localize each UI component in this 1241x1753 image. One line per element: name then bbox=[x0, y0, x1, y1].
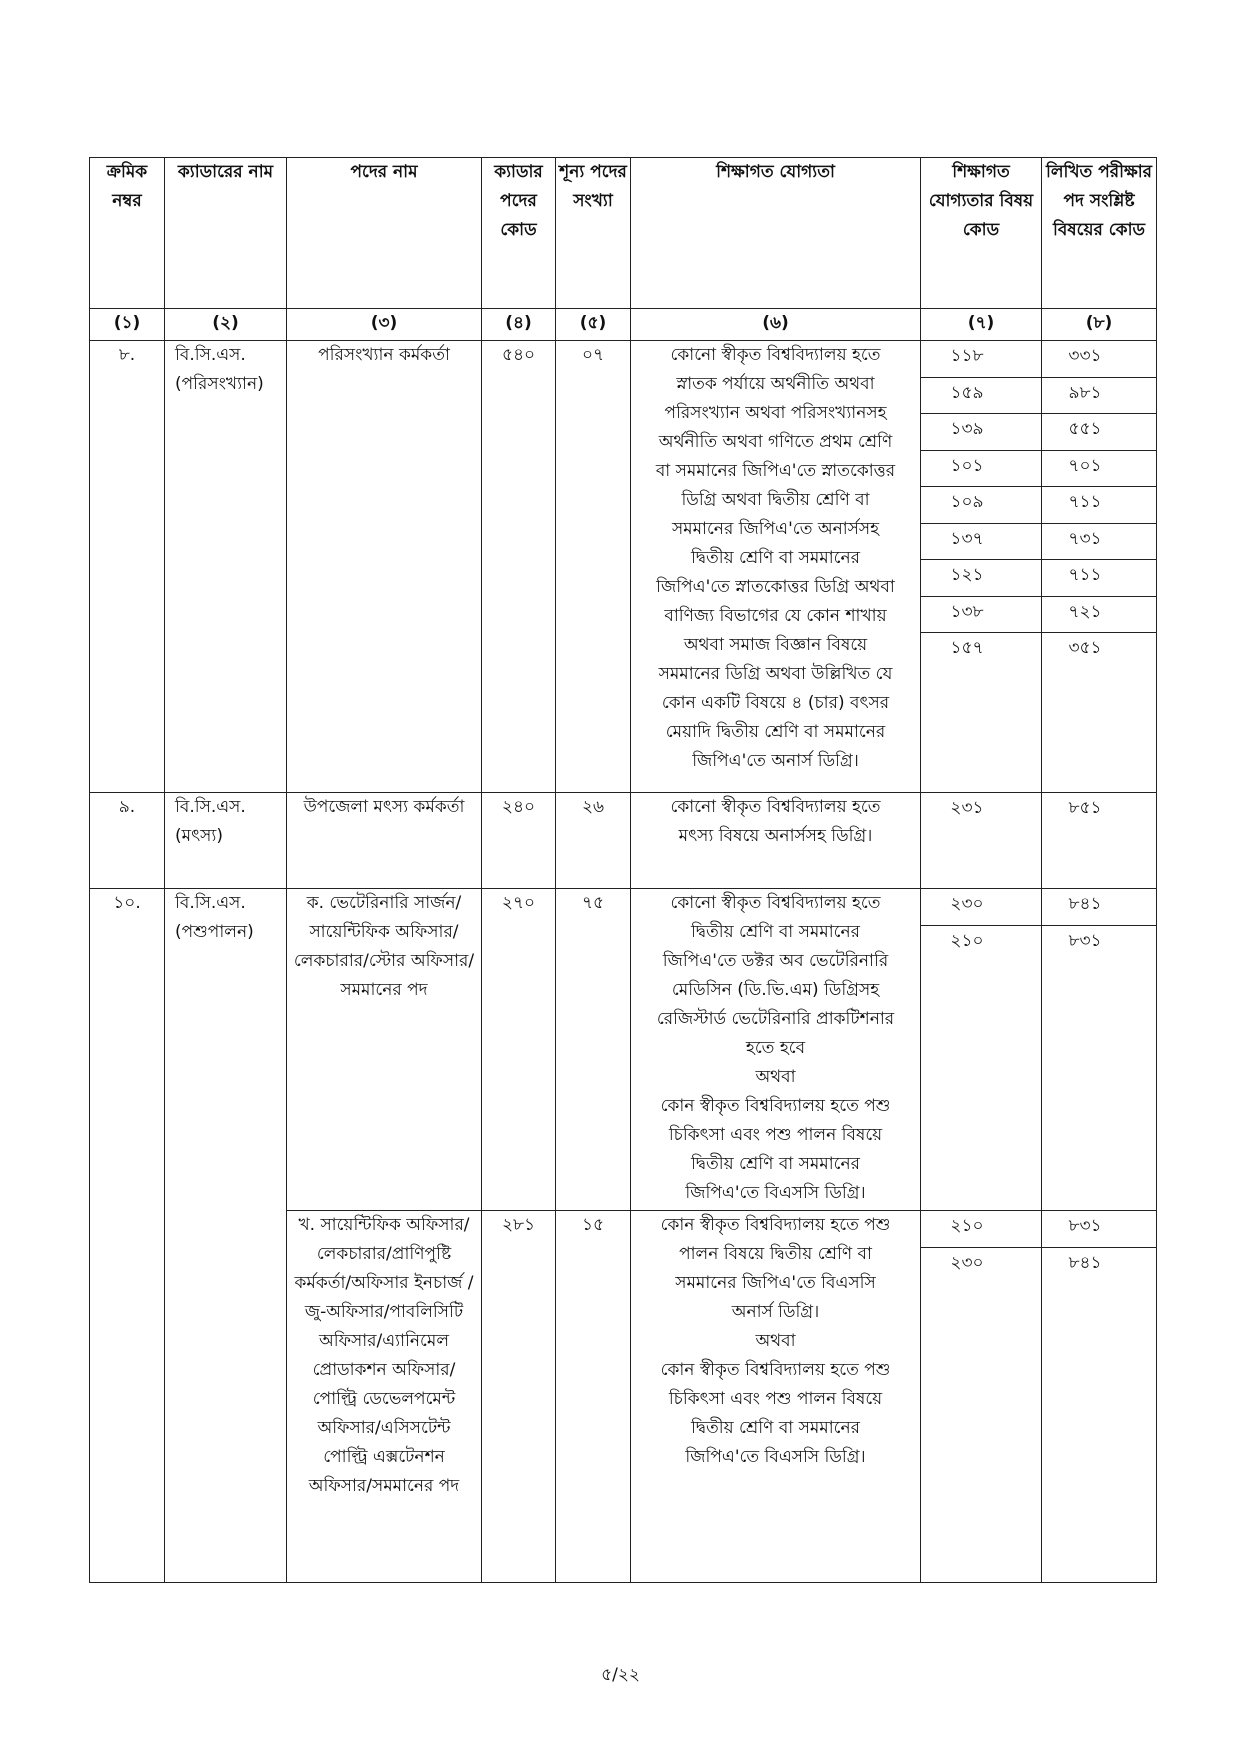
qualification-line: দ্বিতীয় শ্রেণি বা সমমানের bbox=[691, 548, 860, 568]
post-code-cell: ৫৪০ bbox=[482, 341, 556, 793]
column-number: (১) bbox=[90, 309, 165, 341]
column-number: (৫) bbox=[556, 309, 631, 341]
subject-code: ১২১ bbox=[950, 565, 984, 585]
subject-code-row bbox=[921, 414, 1041, 451]
post-name-cell: ক. ভেটেরিনারি সার্জন/সায়েন্টিফিক অফিসার/ লেকচারার/স্টোর অফিসার/সমমানের পদ bbox=[287, 889, 482, 1211]
qualification-line: মৎস্য বিষয়ে অনার্সসহ ডিগ্রি। bbox=[678, 826, 873, 846]
vacancies-cell: ২৬ bbox=[556, 793, 631, 889]
qualification-line: মেডিসিন (ডি.ভি.এম) ডিগ্রিসহ bbox=[671, 980, 880, 1000]
header-row bbox=[90, 158, 1157, 309]
qualification-line: কোনো স্বীকৃত বিশ্ববিদ্যালয় হতে bbox=[670, 893, 881, 913]
subject-code: ১৩৭ bbox=[950, 528, 984, 549]
qualification-line: অথবা bbox=[755, 1067, 796, 1087]
qualification-line: কোনো স্বীকৃত বিশ্ববিদ্যালয় হতে bbox=[670, 797, 881, 817]
subject-code: ২৩০ bbox=[950, 1252, 984, 1273]
exam-code-cell bbox=[1042, 1211, 1157, 1583]
subject-code: ১৫৯ bbox=[950, 382, 984, 403]
exam-code: ৮৩১ bbox=[1068, 1216, 1102, 1236]
table-row bbox=[90, 889, 1157, 1211]
post-name-cell: উপজেলা মৎস্য কর্মকর্তা bbox=[287, 793, 482, 889]
serial-cell: ৯. bbox=[90, 793, 165, 889]
vacancies-cell: ১৫ bbox=[556, 1211, 631, 1583]
exam-code-row bbox=[1042, 524, 1156, 561]
qualification-line: জিপিএ'তে বিএসসি ডিগ্রি। bbox=[685, 1447, 866, 1467]
qualification-line: জিপিএ'তে ডক্টর অব ভেটেরিনারি bbox=[662, 951, 889, 971]
subject-code-row bbox=[921, 793, 1041, 830]
table-body bbox=[90, 341, 1157, 1583]
qualification-line: চিকিৎসা এবং পশু পালন বিষয়ে bbox=[668, 1125, 883, 1145]
exam-code-cell bbox=[1042, 341, 1157, 793]
vacancies-cell: ৭৫ bbox=[556, 889, 631, 1211]
subject-code-cell bbox=[921, 889, 1042, 1211]
serial-cell: ৮. bbox=[90, 341, 165, 793]
qualification-line: দ্বিতীয় শ্রেণি বা সমমানের bbox=[691, 1418, 860, 1438]
exam-code-row bbox=[1042, 793, 1156, 830]
qualification-cell bbox=[631, 341, 921, 793]
subject-code-cell bbox=[921, 341, 1042, 793]
header-vacancies: শূন্য পদের সংখ্যা bbox=[556, 158, 631, 309]
qualification-line: কোন স্বীকৃত বিশ্ববিদ্যালয় হতে পশু bbox=[660, 1215, 891, 1235]
qualification-line: কোনো স্বীকৃত বিশ্ববিদ্যালয় হতে bbox=[670, 345, 881, 365]
exam-code-row bbox=[1042, 1248, 1156, 1285]
exam-code: ৩৫১ bbox=[1068, 638, 1102, 658]
qualification-line: চিকিৎসা এবং পশু পালন বিষয়ে bbox=[668, 1389, 883, 1409]
column-number: (৩) bbox=[287, 309, 482, 341]
exam-code: ৭০১ bbox=[1068, 455, 1102, 476]
vacancies-cell: ০৭ bbox=[556, 341, 631, 793]
qualification-cell bbox=[631, 889, 921, 1211]
exam-code: ৮৩১ bbox=[1068, 930, 1102, 951]
subject-code: ১১৮ bbox=[950, 346, 984, 366]
exam-code: ৭১১ bbox=[1068, 492, 1102, 512]
subject-code-row bbox=[921, 597, 1041, 634]
qualification-line: সমমানের ডিগ্রি অথবা উল্লিখিত যে bbox=[658, 664, 893, 684]
exam-code-row bbox=[1042, 889, 1156, 926]
exam-code-row bbox=[1042, 1211, 1156, 1248]
qualification-line: মেয়াদি দ্বিতীয় শ্রেণি বা সমমানের bbox=[665, 722, 886, 742]
page-number: ৫/২২ bbox=[601, 1665, 640, 1685]
cadre-cell: বি.সি.এস. (পশুপালন) bbox=[165, 889, 287, 1583]
qualification-line: বা সমমানের জিপিএ'তে স্নাতকোত্তর bbox=[655, 461, 896, 481]
qualification-line: কোন স্বীকৃত বিশ্ববিদ্যালয় হতে পশু bbox=[660, 1096, 891, 1116]
qualification-line: পালন বিষয়ে দ্বিতীয় শ্রেণি বা bbox=[679, 1244, 872, 1264]
exam-code-row bbox=[1042, 341, 1156, 378]
post-code-cell: ২৪০ bbox=[482, 793, 556, 889]
qualification-line: জিপিএ'তে বিএসসি ডিগ্রি। bbox=[685, 1183, 866, 1203]
subject-code: ২৩০ bbox=[950, 894, 984, 914]
exam-code: ৭৩১ bbox=[1068, 528, 1102, 549]
qualification-line: জিপিএ'তে স্নাতকোত্তর ডিগ্রি অথবা bbox=[656, 577, 895, 597]
column-number: (৮) bbox=[1042, 309, 1157, 341]
cadre-cell: বি.সি.এস. (পরিসংখ্যান) bbox=[165, 341, 287, 793]
qualification-line: স্নাতক পর্যায়ে অর্থনীতি অথবা bbox=[676, 374, 875, 394]
header-subject-code: শিক্ষাগত যোগ্যতার বিষয় কোড bbox=[921, 158, 1042, 309]
subject-code-cell bbox=[921, 793, 1042, 889]
qualification-line: রেজিস্টার্ড ভেটেরিনারি প্রাকটিশনার bbox=[656, 1009, 895, 1029]
qualification-cell bbox=[631, 793, 921, 889]
subject-code-row bbox=[921, 1211, 1041, 1248]
exam-code: ৩৩১ bbox=[1068, 346, 1102, 366]
header-post: পদের নাম bbox=[287, 158, 482, 309]
subject-code-row bbox=[921, 341, 1041, 378]
exam-code-row bbox=[1042, 414, 1156, 451]
exam-code-row bbox=[1042, 597, 1156, 634]
qualification-line: অথবা bbox=[755, 1331, 796, 1351]
column-number: (৪) bbox=[482, 309, 556, 341]
cadre-cell: বি.সি.এস. (মৎস্য) bbox=[165, 793, 287, 889]
subject-code-row bbox=[921, 378, 1041, 415]
post-name-cell: খ. সায়েন্টিফিক অফিসার/ লেকচারার/প্রাণিপুষ্টি কর্মকর্তা/অফিসার ইনচার্জ /জু-অফিসার/পাবলিসিটি অফিসার/এ্যানিমেল প্রোডাকশন অফিসার/ পোল্ট্রি ডেভেলপমেন্ট অফিসার/এসিসটেন্ট পোল্ট্রি এক্সটেনশন অফিসার/সমমানের পদ bbox=[287, 1211, 482, 1583]
qualification-line: অর্থনীতি অথবা গণিতে প্রথম শ্রেণি bbox=[658, 432, 893, 452]
subject-code: ১৩৯ bbox=[950, 419, 984, 439]
exam-code: ৯৮১ bbox=[1068, 382, 1102, 403]
qualification-line: সমমানের জিপিএ'তে অনার্সসহ bbox=[671, 519, 880, 539]
subject-code-row bbox=[921, 1248, 1041, 1285]
exam-code-row bbox=[1042, 451, 1156, 488]
subject-code-row bbox=[921, 926, 1041, 963]
column-number: (২) bbox=[165, 309, 287, 341]
qualification-line: ডিগ্রি অথবা দ্বিতীয় শ্রেণি বা bbox=[681, 490, 870, 510]
qualification-line: অনার্স ডিগ্রি। bbox=[731, 1302, 820, 1322]
post-code-cell: ২৭০ bbox=[482, 889, 556, 1211]
subject-code-row bbox=[921, 524, 1041, 561]
subject-code: ২১০ bbox=[950, 930, 984, 951]
exam-code-row bbox=[1042, 487, 1156, 524]
qualification-line: দ্বিতীয় শ্রেণি বা সমমানের bbox=[691, 1154, 860, 1174]
exam-code-row bbox=[1042, 633, 1156, 670]
header-exam-code: লিখিত পরীক্ষার পদ সংশ্লিষ্ট বিষয়ের কোড bbox=[1042, 158, 1157, 309]
subject-code-row bbox=[921, 451, 1041, 488]
subject-code: ১৫৭ bbox=[950, 638, 984, 658]
recruitment-table bbox=[89, 157, 1157, 1583]
post-name-cell: পরিসংখ্যান কর্মকর্তা bbox=[287, 341, 482, 793]
table-row bbox=[90, 341, 1157, 793]
exam-code: ৮৪১ bbox=[1068, 1252, 1102, 1273]
column-number: (৭) bbox=[921, 309, 1042, 341]
subject-code-row bbox=[921, 633, 1041, 670]
exam-code: ৭২১ bbox=[1068, 601, 1102, 622]
serial-cell: ১০. bbox=[90, 889, 165, 1583]
qualification-line: জিপিএ'তে অনার্স ডিগ্রি। bbox=[692, 751, 859, 771]
subject-code: ১০৯ bbox=[950, 492, 984, 512]
column-number: (৬) bbox=[631, 309, 921, 341]
column-number-row bbox=[90, 309, 1157, 341]
subject-code-cell bbox=[921, 1211, 1042, 1583]
header-serial: ক্রমিক নম্বর bbox=[90, 158, 165, 309]
subject-code: ২১০ bbox=[950, 1216, 984, 1236]
qualification-line: বাণিজ্য বিভাগের যে কোন শাখায় bbox=[664, 606, 887, 626]
exam-code-cell bbox=[1042, 793, 1157, 889]
qualification-line: দ্বিতীয় শ্রেণি বা সমমানের bbox=[691, 922, 860, 942]
exam-code: ৮৪১ bbox=[1068, 894, 1102, 914]
qualification-line: কোন একটি বিষয়ে ৪ (চার) বৎসর bbox=[661, 693, 890, 713]
table-row bbox=[90, 793, 1157, 889]
exam-code-row bbox=[1042, 560, 1156, 597]
qualification-line: সমমানের জিপিএ'তে বিএসসি bbox=[675, 1273, 876, 1293]
exam-code-cell bbox=[1042, 889, 1157, 1211]
header-qualification: শিক্ষাগত যোগ্যতা bbox=[631, 158, 921, 309]
subject-code: ২৩১ bbox=[950, 798, 984, 818]
exam-code: ৭১১ bbox=[1068, 565, 1102, 585]
subject-code: ১৩৮ bbox=[950, 601, 984, 622]
subject-code-row bbox=[921, 487, 1041, 524]
qualification-line: পরিসংখ্যান অথবা পরিসংখ্যানসহ bbox=[664, 403, 887, 423]
qualification-line: কোন স্বীকৃত বিশ্ববিদ্যালয় হতে পশু bbox=[660, 1360, 891, 1380]
qualification-cell bbox=[631, 1211, 921, 1583]
subject-code: ১০১ bbox=[950, 455, 984, 476]
subject-code-row bbox=[921, 889, 1041, 926]
header-post-code: ক্যাডার পদের কোড bbox=[482, 158, 556, 309]
exam-code: ৫৫১ bbox=[1068, 419, 1102, 439]
exam-code-row bbox=[1042, 926, 1156, 963]
document-table-area bbox=[89, 157, 1156, 1583]
exam-code-row bbox=[1042, 378, 1156, 415]
exam-code: ৮৫১ bbox=[1068, 798, 1102, 818]
qualification-line: হতে হবে bbox=[745, 1038, 806, 1058]
qualification-line: অথবা সমাজ বিজ্ঞান বিষয়ে bbox=[683, 635, 868, 655]
header-cadre: ক্যাডারের নাম bbox=[165, 158, 287, 309]
post-code-cell: ২৮১ bbox=[482, 1211, 556, 1583]
subject-code-row bbox=[921, 560, 1041, 597]
